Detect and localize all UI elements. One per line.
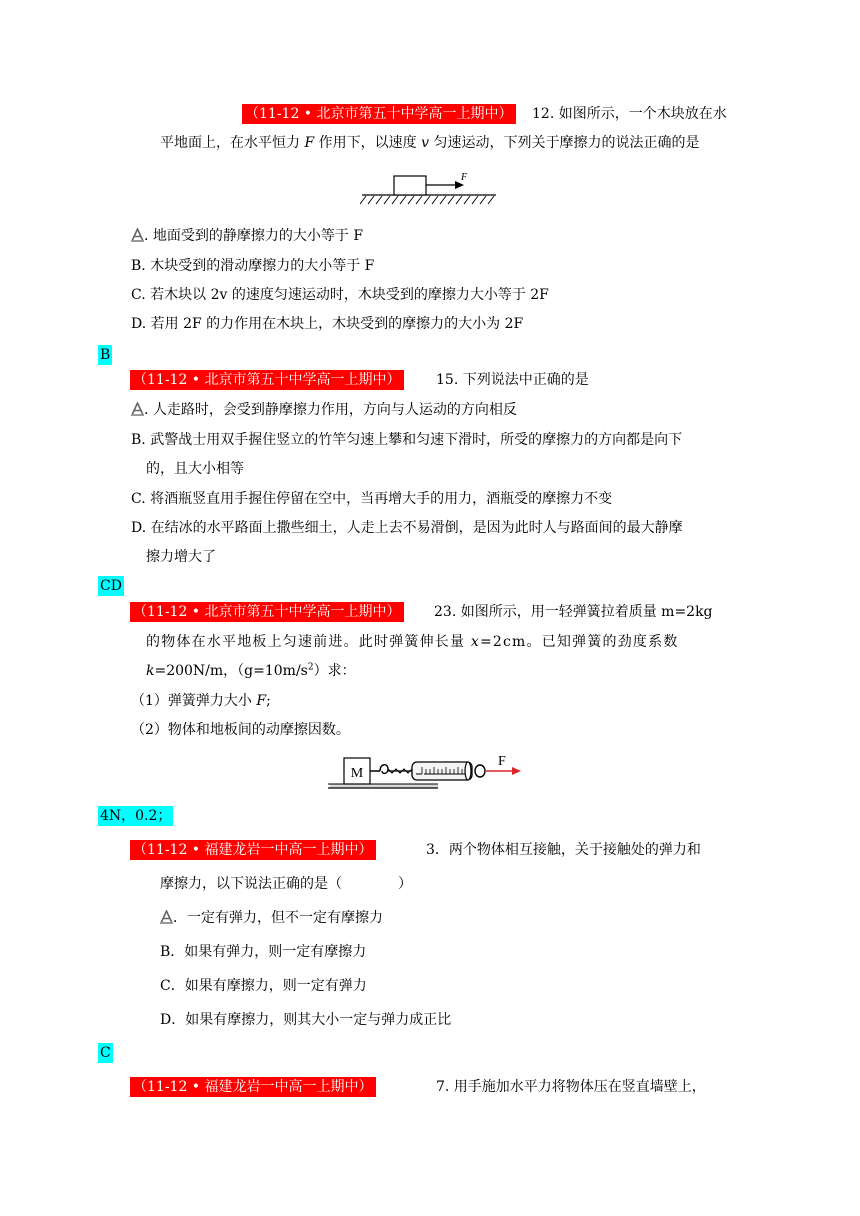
question-stem: 15. 下列说法中正确的是 [436,372,589,388]
answer: B [100,347,111,363]
sub-question-1: （1）弹簧弹力大小 F; [131,693,271,709]
option-a-icon [131,402,144,416]
option-c: C. 将酒瓶竖直用手握住停留在空中，当再增大手的用力，酒瓶受的摩擦力不变 [131,491,613,507]
option-a [131,400,517,420]
pull-ring [475,765,485,777]
question-stem: 12. 如图所示，一个木块放在水 [532,106,727,122]
source-tag: （11-12 • 福建龙岩一中高一上期中） [130,1077,376,1097]
option-b-continued: 的，且大小相等 [146,461,244,477]
question-stem: 7. 用手施加水平力将物体压在竖直墙壁上， [436,1079,706,1095]
question-stem-line: 平地面上，在水平恒力 F 作用下，以速度 v 匀速运动，下列关于摩擦力的说法正确的是 [160,135,700,151]
option-b: B. 武警战士用双手握住竖立的竹竿匀速上攀和匀速下滑时，所受的摩擦力的方向都是向下 [131,432,683,448]
question-stem: 23. 如图所示，用一轻弹簧拉着质量 m=2kg [434,604,713,620]
option-c: C．如果有摩擦力，则一定有弹力 [160,978,367,994]
option-d: D. 在结冰的水平路面上撒些细土，人走上去不易滑倒，是因为此时人与路面间的最大静摩 [131,520,683,536]
option-c: C. 若木块以 2v 的速度匀速运动时，木块受到的摩擦力大小等于 2F [131,287,549,303]
source-tag: （11-12 • 北京市第五十中学高一上期中） [130,602,404,622]
option-a [160,908,383,928]
question-stem-line: 摩擦力，以下说法正确的是（ ） [160,876,412,892]
question-stem: 3．两个物体相互接触，关于接触处的弹力和 [426,842,701,858]
option-b: B．如果有弹力，则一定有摩擦力 [160,944,367,960]
answer: 4N，0.2； [100,808,172,824]
mass-label: M [350,766,364,781]
block-on-floor-figure [360,170,500,206]
spring-pull-figure [326,748,526,792]
option-d: D. 若用 2F 的力作用在木块上，木块受到的摩擦力的大小为 2F [131,316,524,332]
hook [370,765,388,774]
option-a-text: . 地面受到的静摩擦力的大小等于 F [144,228,364,244]
option-a-icon [131,228,144,242]
option-b: B. 木块受到的滑动摩擦力的大小等于 F [131,258,375,274]
option-a-text: ．一定有弹力，但不一定有摩擦力 [173,910,383,926]
question-stem-line: k=200N/m，$(g=10m/s^2)$求： [146,662,356,679]
option-a [131,226,363,246]
force-label: F [461,172,468,183]
source-tag: （11-12 • 北京市第五十中学高一上期中） [130,370,404,390]
force-label: F [498,754,506,769]
option-a-text: . 人走路时，会受到静摩擦力作用，方向与人运动的方向相反 [144,402,517,418]
answer: CD [100,578,122,594]
option-d-continued: 擦力增大了 [146,549,216,565]
question-stem-line: 的物体在水平地板上匀速前进。此时弹簧伸长量 x=2cm。已知弹簧的劲度系数 [146,634,679,650]
option-d: D．如果有摩擦力，则其大小一定与弹力成正比 [160,1012,452,1028]
answer: C [100,1045,111,1061]
option-a-icon [160,910,173,924]
source-tag: （11-12 • 福建龙岩一中高一上期中） [130,840,376,860]
sub-question-2: （2）物体和地板间的动摩擦因数。 [131,722,350,738]
source-tag: （11-12 • 北京市第五十中学高一上期中） [242,104,516,124]
